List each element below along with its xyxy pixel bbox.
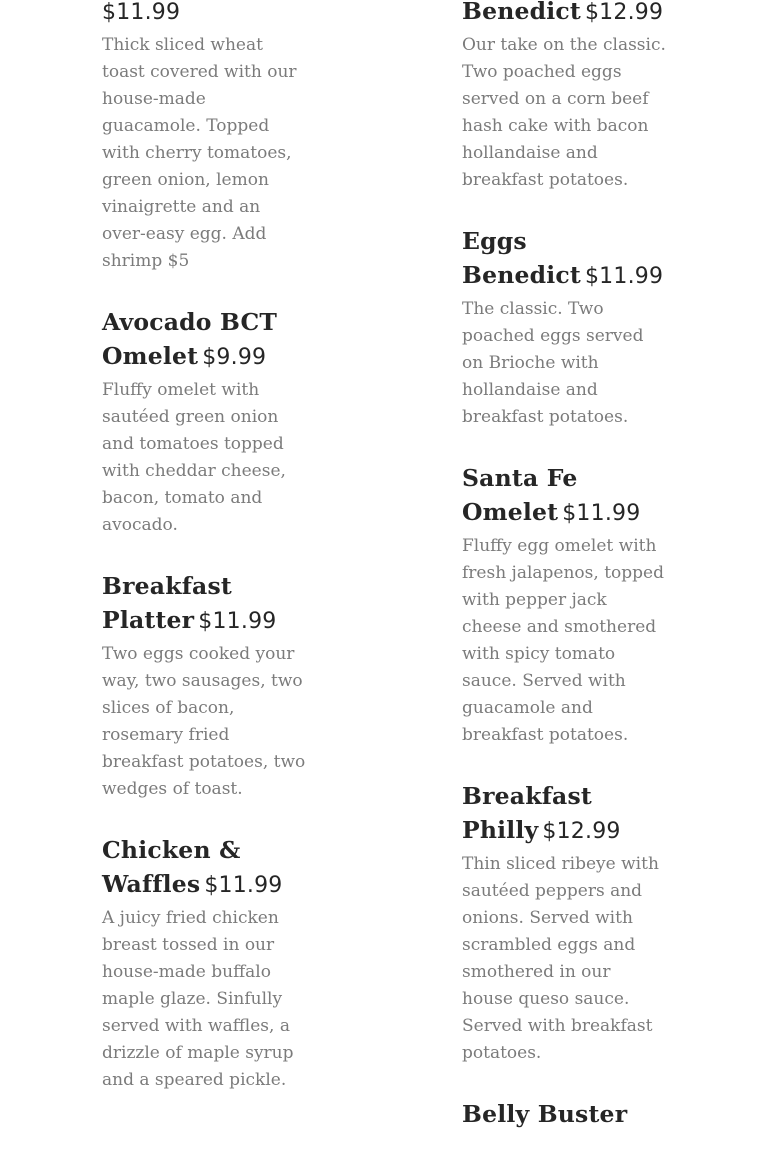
description-line: shrimp $5 xyxy=(102,251,190,271)
description-line: Fluffy egg omelet with xyxy=(462,536,657,556)
description-line: bacon, tomato and xyxy=(102,488,263,508)
menu-item-heading xyxy=(462,461,676,531)
menu-item-heading xyxy=(462,779,676,849)
description-line: sauce. Served with xyxy=(462,671,626,691)
description-line: house queso sauce. xyxy=(462,989,630,1009)
description-line: breast tossed in our xyxy=(102,935,275,955)
description-line: breakfast potatoes. xyxy=(462,170,629,190)
menu-item-name: Breakfast Philly xyxy=(462,782,592,844)
menu-item-description xyxy=(102,377,314,539)
description-line: breakfast potatoes, two xyxy=(102,752,306,772)
menu-item-name: Benedict xyxy=(462,0,581,25)
description-line: slices of bacon, xyxy=(102,698,235,718)
description-line: over-easy egg. Add xyxy=(102,224,267,244)
description-line: toast covered with our xyxy=(102,62,297,82)
description-line: breakfast potatoes. xyxy=(462,407,629,427)
description-line: house-made buffalo xyxy=(102,962,271,982)
description-line: hollandaise and xyxy=(462,380,598,400)
menu-item xyxy=(102,0,314,275)
menu-item xyxy=(462,461,676,749)
menu-item xyxy=(102,569,314,803)
menu-item-heading xyxy=(102,569,314,639)
description-line: Served with breakfast xyxy=(462,1016,653,1036)
description-line: wedges of toast. xyxy=(102,779,243,799)
description-line: house-made xyxy=(102,89,206,109)
menu-item-description xyxy=(102,641,314,803)
description-line: sautéed green onion xyxy=(102,407,279,427)
description-line: served with waffles, a xyxy=(102,1016,290,1036)
description-line: with spicy tomato xyxy=(462,644,616,664)
description-line: guacamole and xyxy=(462,698,593,718)
menu-item xyxy=(462,1097,676,1131)
menu-item-heading xyxy=(102,0,314,30)
description-line: served on a corn beef xyxy=(462,89,649,109)
menu-item-price: $11.99 xyxy=(584,264,664,289)
description-line: fresh jalapenos, topped xyxy=(462,563,664,583)
description-line: on Brioche with xyxy=(462,353,599,373)
menu-item-price: $9.99 xyxy=(202,345,267,370)
description-line: The classic. Two xyxy=(462,299,604,319)
description-line: Two poached eggs xyxy=(462,62,622,82)
menu-item-name: Chicken & Waffles xyxy=(102,836,241,898)
menu-item xyxy=(102,833,314,1094)
description-line: way, two sausages, two xyxy=(102,671,303,691)
description-line: and tomatoes topped xyxy=(102,434,284,454)
description-line: Thin sliced ribeye with xyxy=(462,854,659,874)
description-line: rosemary fried xyxy=(102,725,230,745)
description-line: drizzle of maple syrup xyxy=(102,1043,294,1063)
description-line: smothered in our xyxy=(462,962,611,982)
menu-item-heading xyxy=(462,224,676,294)
menu-item xyxy=(462,779,676,1067)
menu-item-name: Avocado BCT Omelet xyxy=(102,308,278,370)
description-line: avocado. xyxy=(102,515,178,535)
menu-item-price: $11.99 xyxy=(204,873,283,898)
menu-item-heading xyxy=(102,833,314,903)
menu-item xyxy=(462,0,676,194)
menu-item-description xyxy=(462,296,676,431)
description-line: green onion, lemon xyxy=(102,170,269,190)
menu-item-description xyxy=(462,533,676,749)
description-line: potatoes. xyxy=(462,1043,542,1063)
description-line: with pepper jack xyxy=(462,590,607,610)
description-line: and a speared pickle. xyxy=(102,1070,287,1090)
menu-item xyxy=(462,224,676,431)
description-line: Our take on the classic. xyxy=(462,35,666,55)
menu-item-name: Santa Fe Omelet xyxy=(462,464,578,526)
description-line: hollandaise and xyxy=(462,143,598,163)
menu-item-price: $11.99 xyxy=(198,609,277,634)
menu-column-right xyxy=(462,0,676,1161)
description-line: onions. Served with xyxy=(462,908,633,928)
description-line: with cheddar cheese, xyxy=(102,461,286,481)
menu-item-heading xyxy=(102,305,314,375)
menu-item-name: Eggs Benedict xyxy=(462,227,581,289)
menu-item-description xyxy=(102,32,314,275)
description-line: scrambled eggs and xyxy=(462,935,636,955)
menu-item-name: Belly Buster xyxy=(462,1100,628,1128)
description-line: cheese and smothered xyxy=(462,617,657,637)
description-line: poached eggs served xyxy=(462,326,644,346)
menu-item-price: $12.99 xyxy=(584,0,664,25)
menu-item-heading xyxy=(462,0,676,30)
description-line: Thick sliced wheat xyxy=(102,35,263,55)
menu-item-description xyxy=(462,851,676,1067)
description-line: with cherry tomatoes, xyxy=(102,143,292,163)
description-line: hash cake with bacon xyxy=(462,116,649,136)
description-line: Fluffy omelet with xyxy=(102,380,260,400)
menu-item-heading xyxy=(462,1097,676,1131)
description-line: maple glaze. Sinfully xyxy=(102,989,283,1009)
menu-item-name: Breakfast Platter xyxy=(102,572,232,634)
menu-item-description xyxy=(102,905,314,1094)
description-line: breakfast potatoes. xyxy=(462,725,629,745)
menu-item-price: $12.99 xyxy=(542,819,621,844)
menu-item-price: $11.99 xyxy=(562,501,641,526)
menu-item-price: $11.99 xyxy=(102,0,181,25)
description-line: vinaigrette and an xyxy=(102,197,261,217)
menu-column-left xyxy=(102,0,314,1124)
menu-item xyxy=(102,305,314,539)
description-line: A juicy fried chicken xyxy=(102,908,279,928)
description-line: guacamole. Topped xyxy=(102,116,270,136)
description-line: sautéed peppers and xyxy=(462,881,643,901)
menu-item-description xyxy=(462,32,676,194)
description-line: Two eggs cooked your xyxy=(102,644,295,664)
